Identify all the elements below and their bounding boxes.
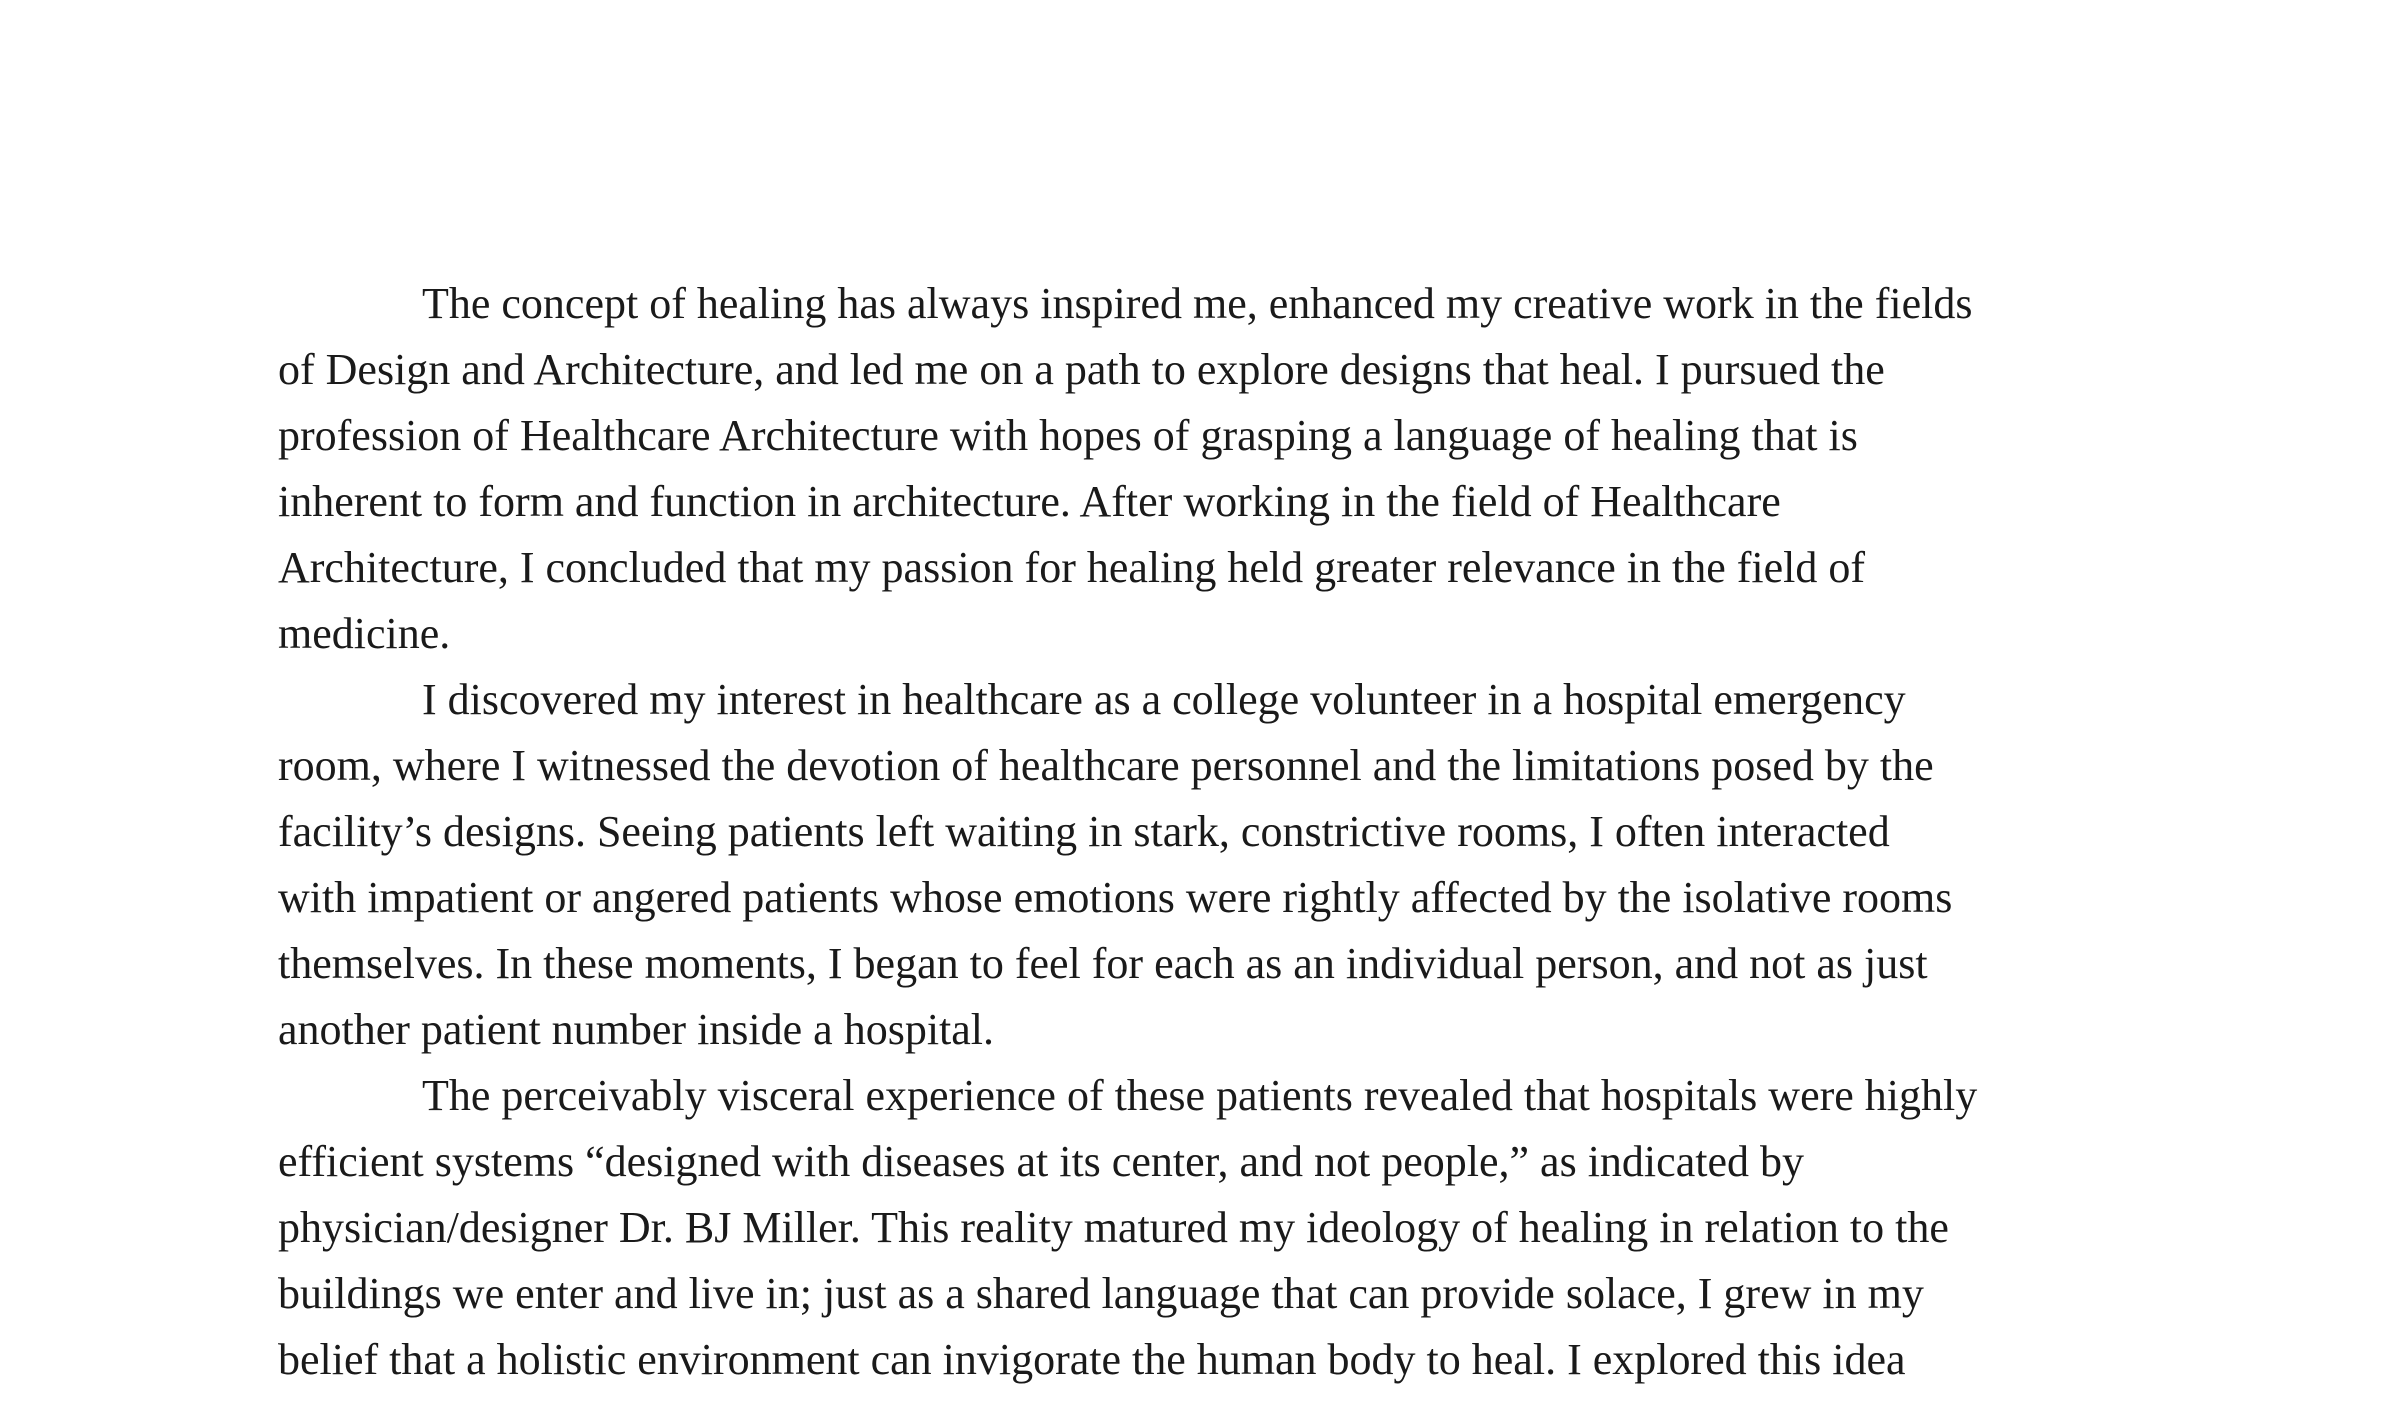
paragraph-3-line-2: efficient systems “designed with diseases at its center, and not people,” as indicated by (278, 1137, 1804, 1186)
paragraph-2-line-2: room, where I witnessed the devotion of healthcare personnel and the limitations posed by the (278, 741, 1934, 790)
paragraph-1-line-5: Architecture, I concluded that my passion for healing held greater relevance in the field of (278, 543, 1866, 592)
paragraph-3-line-4: buildings we enter and live in; just as a shared language that can provide solace, I grew in my (278, 1269, 1924, 1318)
paragraph-3-line-5: belief that a holistic environment can invigorate the human body to heal. I explored this idea (278, 1335, 1906, 1384)
paragraph-1-line-6: medicine. (278, 609, 451, 658)
paragraph-2-line-6: another patient number inside a hospital. (278, 1005, 995, 1054)
paragraph-2-line-1: I discovered my interest in healthcare as a college volunteer in a hospital emergency (422, 675, 1906, 724)
paragraph-2-line-5: themselves. In these moments, I began to feel for each as an individual person, and not as just (278, 939, 1928, 988)
paragraph-3-line-1: The perceivably visceral experience of these patients revealed that hospitals were highly (422, 1071, 1978, 1120)
paragraph-2-line-4: with impatient or angered patients whose emotions were rightly affected by the isolative rooms (278, 873, 1953, 922)
paragraph-1-line-4: inherent to form and function in architecture. After working in the field of Healthcare (278, 477, 1781, 526)
paragraph-2-line-3: facility’s designs. Seeing patients left waiting in stark, constrictive rooms, I often interacted (278, 807, 1890, 856)
paragraph-1-line-3: profession of Healthcare Architecture with hopes of grasping a language of healing that is (278, 411, 1858, 460)
paragraph-3-line-3: physician/designer Dr. BJ Miller. This reality matured my ideology of healing in relation to the (278, 1203, 1949, 1252)
paragraph-1-line-1: The concept of healing has always inspired me, enhanced my creative work in the fields (422, 279, 1973, 328)
paragraph-1-line-2: of Design and Architecture, and led me on a path to explore designs that heal. I pursued the (278, 345, 1885, 394)
